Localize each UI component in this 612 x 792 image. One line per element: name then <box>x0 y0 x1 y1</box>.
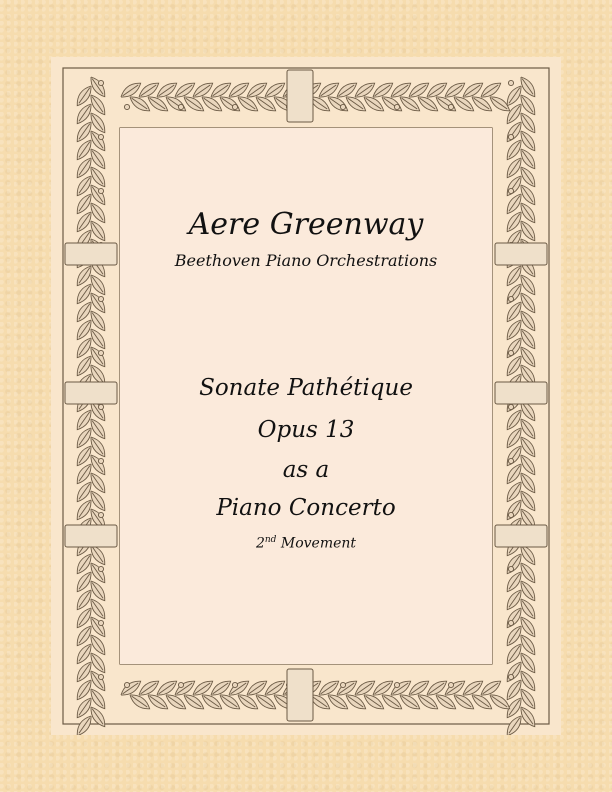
movement-word: Movement <box>280 535 357 552</box>
ribbon-band <box>287 70 313 122</box>
arrangement-form: Piano Concerto <box>216 495 396 521</box>
laurel-berry <box>232 682 237 687</box>
laurel-berry <box>448 104 453 109</box>
laurel-berry <box>394 104 399 109</box>
laurel-berry <box>98 566 103 571</box>
laurel-berry <box>508 296 513 301</box>
laurel-berry <box>448 682 453 687</box>
laurel-berry <box>508 674 513 679</box>
laurel-berry <box>508 134 513 139</box>
laurel-berry <box>124 682 129 687</box>
laurel-berry <box>98 188 103 193</box>
movement-number: 2 <box>255 535 265 552</box>
work-title: Sonate Pathétique <box>199 375 413 401</box>
laurel-berry <box>232 104 237 109</box>
laurel-berry <box>508 620 513 625</box>
laurel-berry <box>340 682 345 687</box>
laurel-berry <box>508 566 513 571</box>
laurel-berry <box>508 404 513 409</box>
laurel-berry <box>98 134 103 139</box>
series-title: Beethoven Piano Orchestrations <box>174 251 438 270</box>
laurel-berry <box>508 80 513 85</box>
laurel-berry <box>394 682 399 687</box>
laurel-berry <box>124 104 129 109</box>
opus-number: Opus 13 <box>257 417 355 443</box>
decorative-frame <box>51 57 561 735</box>
author-name: Aere Greenway <box>188 207 424 242</box>
laurel-berry <box>340 104 345 109</box>
laurel-berry <box>178 682 183 687</box>
ribbon-band <box>287 669 313 721</box>
laurel-berry <box>98 620 103 625</box>
laurel-berry <box>508 350 513 355</box>
laurel-berry <box>98 80 103 85</box>
laurel-berry <box>98 674 103 679</box>
laurel-berry <box>98 350 103 355</box>
movement-label <box>51 535 561 552</box>
laurel-berry <box>508 188 513 193</box>
title-connector: as a <box>282 457 330 483</box>
movement-suffix: nd <box>264 535 277 545</box>
laurel-berry <box>178 104 183 109</box>
laurel-berry <box>98 296 103 301</box>
laurel-berry <box>98 404 103 409</box>
